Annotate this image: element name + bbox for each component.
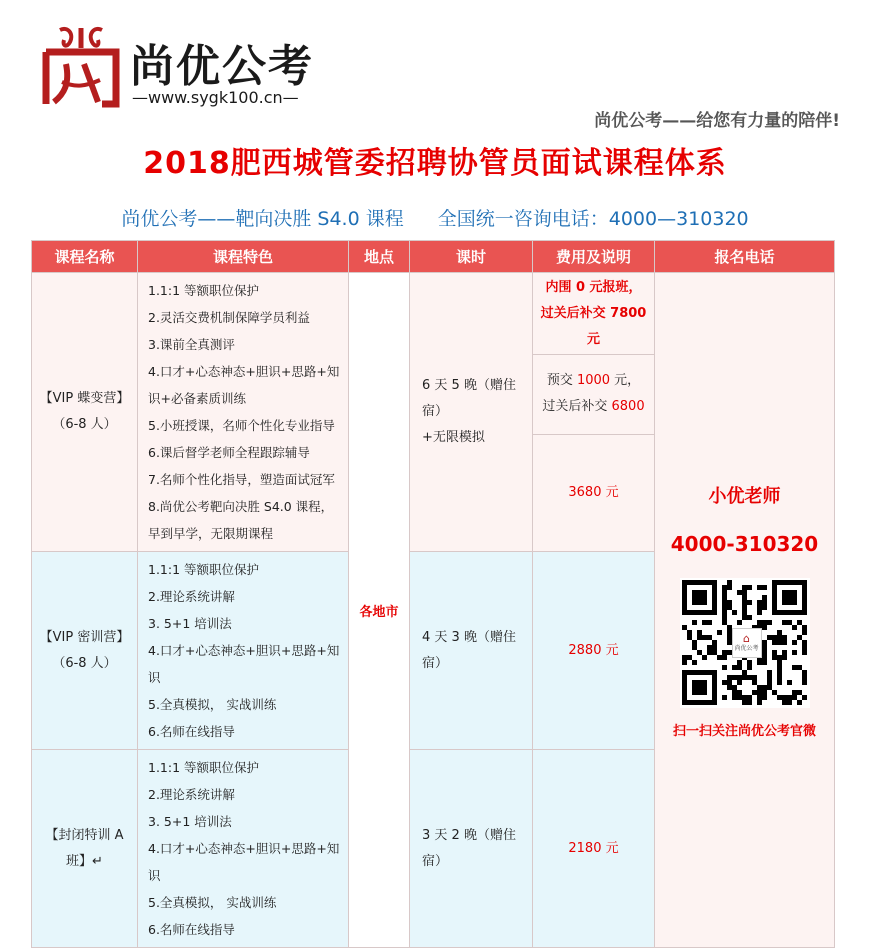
feature-item: 2.灵活交费机制保障学员利益 xyxy=(148,310,310,325)
feature-item: 3. 5+1 培训法 xyxy=(148,814,232,829)
table-header-row xyxy=(32,241,835,273)
feature-item: 早到早学，无限期课程 xyxy=(148,526,274,541)
feature-item: 8.尚优公考靶向决胜 S4.0 课程， xyxy=(148,499,334,514)
brand-url: —www.sygk100.cn— xyxy=(132,88,299,107)
feature-item: 1.1:1 等额职位保护 xyxy=(148,562,260,577)
course-hours-cell: 6 天 5 晚（赠住宿） +无限模拟 xyxy=(410,273,533,552)
feature-item: 识 xyxy=(148,868,161,883)
qr-logo-badge: ⌂ 尚优公考 xyxy=(732,628,762,658)
feature-item: 7.名师个性化指导，塑造面试冠军 xyxy=(148,472,335,487)
course-features-cell xyxy=(138,552,349,750)
course-features-cell xyxy=(138,750,349,948)
course-fee-cell: 2180 元 xyxy=(533,750,655,948)
feature-item: 4.口才+心态神态+胆识+思路+知 xyxy=(148,364,340,379)
feature-item: 6.名师在线指导 xyxy=(148,922,235,937)
feature-item: 2.理论系统讲解 xyxy=(148,787,235,802)
feature-item: 6.名师在线指导 xyxy=(148,724,235,739)
teacher-name: 小优老师 xyxy=(708,485,781,507)
qr-code[interactable] xyxy=(680,578,810,708)
course-table xyxy=(31,240,835,948)
contact-phone[interactable]: 4000-310320 xyxy=(670,531,819,556)
feature-item: 1.1:1 等额职位保护 xyxy=(148,283,260,298)
col-header-features: 课程特色 xyxy=(138,241,349,273)
feature-item: 4.口才+心态神态+胆识+思路+知 xyxy=(148,643,340,658)
subtitle-course: 尚优公考——靶向决胜 S4.0 课程 xyxy=(121,208,404,230)
fee-option-2: 预交 1000 元， 过关后补交 6800 xyxy=(533,355,655,434)
feature-item: 3.课前全真测评 xyxy=(148,337,235,352)
brand-name: 尚优公考 xyxy=(130,41,314,92)
feature-item: 5.全真模拟， 实战训练 xyxy=(148,895,277,910)
location-cell: 各地市 xyxy=(349,273,410,948)
course-features-cell xyxy=(138,273,349,552)
feature-item: 5.小班授课，名师个性化专业指导 xyxy=(148,418,335,433)
subtitle-hotline: 全国统一咨询电话：4000—310320 xyxy=(437,208,749,230)
fee-option-3: 3680 元 xyxy=(533,434,655,551)
feature-item: 识+必备素质训练 xyxy=(148,391,246,406)
feature-item: 4.口才+心态神态+胆识+思路+知 xyxy=(148,841,340,856)
page-title: 2018肥西城管委招聘协管员面试课程体系 xyxy=(143,146,727,181)
feature-item: 识 xyxy=(148,670,161,685)
course-fee-cell: 2880 元 xyxy=(533,552,655,750)
slogan: 尚优公考——给您有力量的陪伴! xyxy=(594,111,840,131)
feature-item: 2.理论系统讲解 xyxy=(148,589,235,604)
course-hours-cell: 3 天 2 晚（赠住宿） xyxy=(410,750,533,948)
table-row xyxy=(32,273,835,355)
col-header-fee: 费用及说明 xyxy=(533,241,655,273)
feature-item: 6.课后督学老师全程跟踪辅导 xyxy=(148,445,310,460)
logo-icon xyxy=(40,24,122,108)
col-header-name: 课程名称 xyxy=(32,241,138,273)
course-name-cell: 【VIP 蝶变营】 （6-8 人） xyxy=(32,273,138,552)
col-header-location: 地点 xyxy=(349,241,410,273)
feature-item: 5.全真模拟， 实战训练 xyxy=(148,697,277,712)
col-header-phone: 报名电话 xyxy=(655,241,835,273)
feature-item: 1.1:1 等额职位保护 xyxy=(148,760,260,775)
col-header-hours: 课时 xyxy=(410,241,533,273)
course-name-cell: 【VIP 密训营】 （6-8 人） xyxy=(32,552,138,750)
qr-caption: 扫一扫关注尚优公考官微 xyxy=(672,723,816,739)
feature-item: 3. 5+1 培训法 xyxy=(148,616,232,631)
course-hours-cell: 4 天 3 晚（赠住宿） xyxy=(410,552,533,750)
contact-cell xyxy=(655,273,835,948)
course-name-cell: 【封闭特训 A 班】↵ xyxy=(32,750,138,948)
fee-option-1: 内围 0 元报班， 过关后补交 7800 元 xyxy=(533,273,655,355)
subtitle xyxy=(0,204,870,231)
